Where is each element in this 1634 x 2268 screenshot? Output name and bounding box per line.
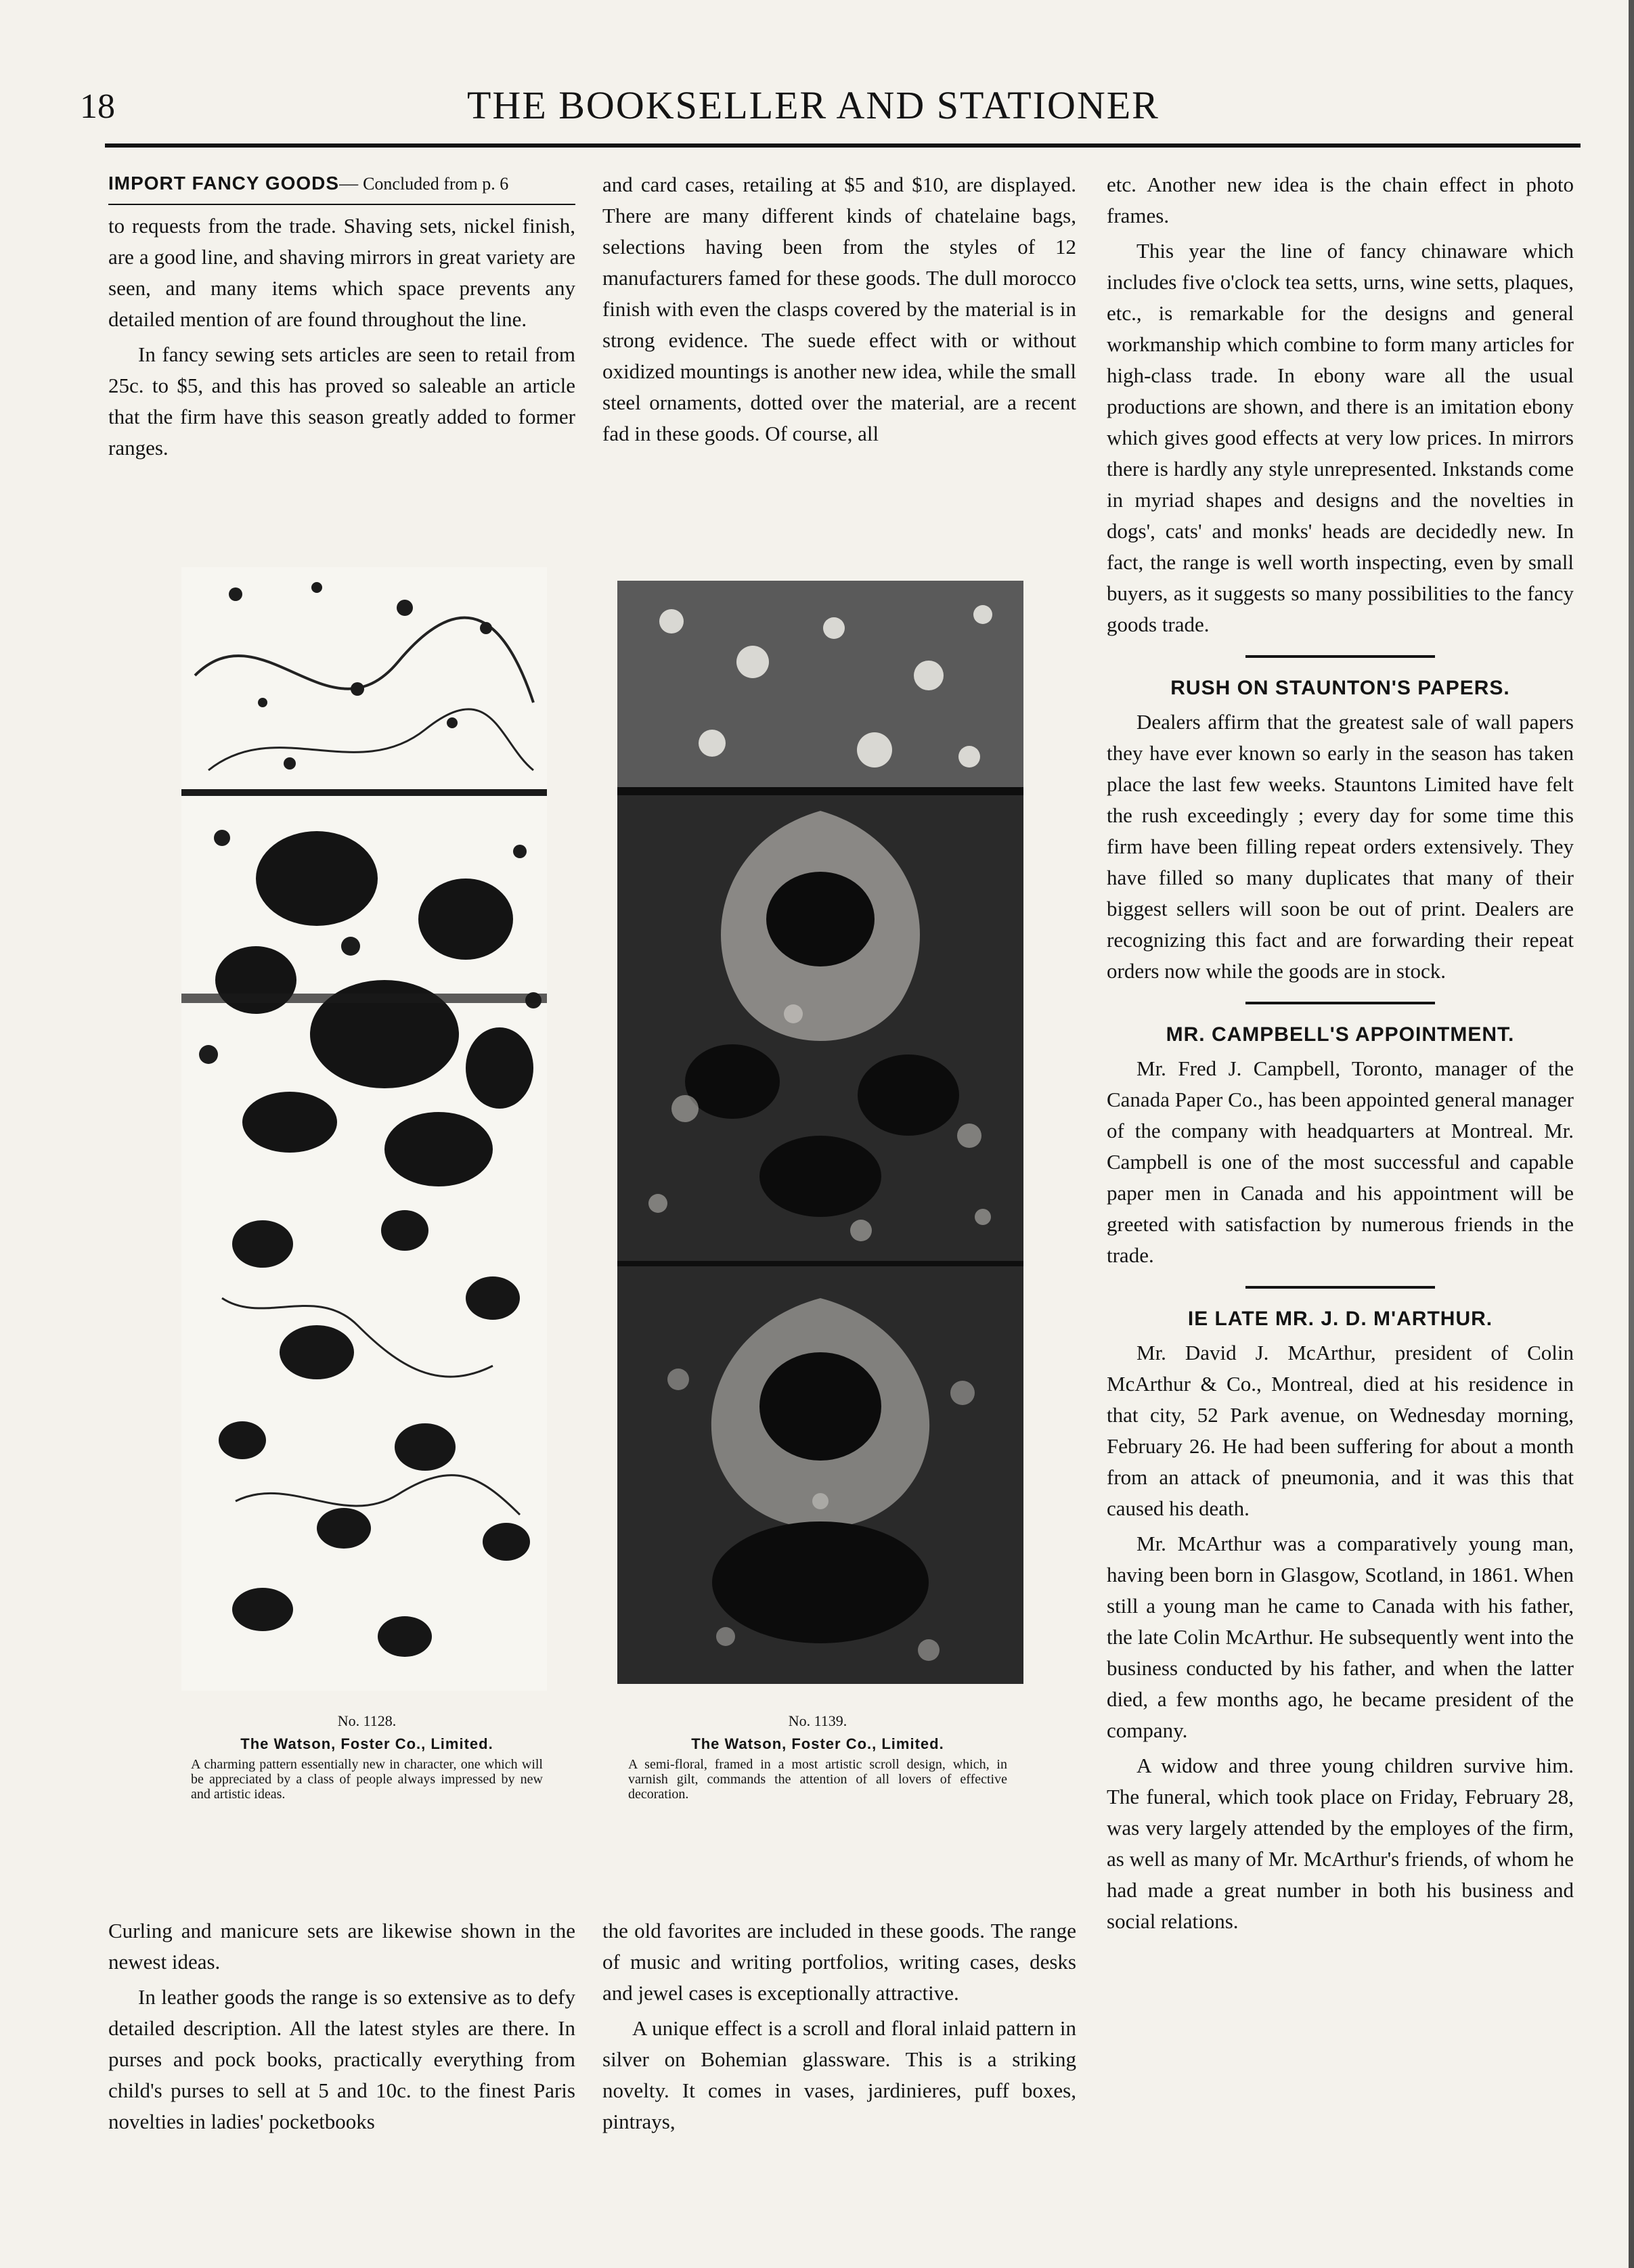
continued-label: IMPORT FANCY GOODS: [108, 173, 340, 194]
continued-note: Concluded from p. 6: [363, 174, 509, 194]
scan-edge-shadow: [1629, 0, 1634, 2268]
paragraph: This year the line of fancy chinaware which includes five o'clock tea setts, urns, wine setts, plaques, etc., is remarkable for the designs and general workmanship which combine to form many articles for high-class trade. In ebony ware all the usual productions are shown, and there is an imitation ebony which gives good effects at very low prices. In mirrors there is hardly any style unrepresented. Inkstands come in myriad shapes and designs and the novelties in dogs', cats' and monks' heads are decidedly new. In fact, the range is well worth inspecting, even by small buyers, as it suggests so many possibilities to the fancy goods trade.: [1107, 239, 1574, 636]
paragraph: A unique effect is a scroll and floral inlaid pattern in silver on Bohemian glassware. This is a striking novelty. It comes in vases, jardinieres, puff boxes, pintrays,: [602, 2016, 1076, 2133]
section-heading-staunton: RUSH ON STAUNTON'S PAPERS.: [1170, 677, 1510, 699]
page-number: 18: [80, 87, 115, 126]
figure-firm: The Watson, Foster Co., Limited.: [240, 1735, 493, 1752]
paragraph: Mr. McArthur was a comparatively young man, having been born in Glasgow, Scotland, in 1861. When still a young man he came to Canada with his father, the late Colin McArthur. He subsequently went into the business conducted by his father, and when the latter died, a few months ago, he became president of the company.: [1107, 1532, 1574, 1742]
paragraph: to requests from the trade. Shaving sets, nickel finish, are a good line, and shaving mirrors in great variety are seen, and many items which space prevents any detailed mention of are found throughout the line.: [108, 214, 575, 331]
section-rule: [1245, 1002, 1435, 1004]
figure-caption-2: [628, 1712, 1007, 1802]
paragraph: etc. Another new idea is the chain effect in photo frames.: [1107, 173, 1574, 227]
paragraph: In fancy sewing sets articles are seen to retail from 25c. to $5, and this has proved so saleable an article that the firm have this season greatly added to former ranges.: [108, 342, 575, 460]
paragraph: Curling and manicure sets are likewise shown in the newest ideas.: [108, 1919, 575, 1974]
section-rule: [1245, 1286, 1435, 1289]
paragraph: Mr. Fred J. Campbell, Toronto, manager of the Canada Paper Co., has been appointed general manager of the company with headquarters at Montreal. Mr. Campbell is one of the most successful and capable paper men in Canada and his appointment will be greeted with satisfaction by numerous friends in the trade.: [1107, 1057, 1574, 1267]
figure-description: A semi-floral, framed in a most artistic scroll design, which, in varnish gilt, commands the attention of all lovers of effective decoration.: [628, 1757, 1007, 1802]
column-1-bottom: [108, 1915, 575, 2141]
paragraph: the old favorites are included in these goods. The range of music and writing portfolios, writing cases, desks and jewel cases is exceptionally attractive.: [602, 1919, 1076, 2005]
section-rule: [1245, 655, 1435, 658]
column-3: [1107, 169, 1574, 1941]
figure-number: No. 1128.: [337, 1712, 397, 1729]
column-2-bottom: [602, 1915, 1076, 2141]
running-head-title: THE BOOKSELLER AND STATIONER: [467, 83, 1160, 127]
figure-description: A charming pattern essentially new in character, one which will be appreciated by a class of people always impressed by new and artistic ideas.: [191, 1757, 543, 1802]
paragraph: A widow and three young children survive him. The funeral, which took place on Friday, February 28, was very largely attended by the employes of the firm, as well as many of Mr. McArthur's friends, of whom he had made a great number in both his business and social relations.: [1107, 1754, 1574, 1933]
column-1-top: [108, 168, 575, 468]
figure-firm: The Watson, Foster Co., Limited.: [691, 1735, 944, 1752]
column-2-top: [602, 169, 1076, 453]
paragraph: In leather goods the range is so extensive as to defy detailed description. All the latest styles are there. In purses and pock books, practically everything from child's purses to sell at 5 and 10c. to the finest Paris novelties in ladies' pocketbooks: [108, 1985, 575, 2133]
dark-floral-wallpaper-illustration: [617, 581, 1023, 1684]
wallpaper-sample-image-1: [181, 567, 547, 1691]
wallpaper-sample-image-2: [617, 581, 1023, 1684]
continued-heading: IMPORT FANCY GOODS— Concluded from p. 6: [108, 168, 575, 205]
figure-caption-1: [191, 1712, 543, 1802]
figure-number: No. 1139.: [788, 1712, 847, 1729]
paragraph: Mr. David J. McArthur, president of Colin McArthur & Co., Montreal, died at his residence in that city, 52 Park avenue, on Wednesday morning, February 26. He had been suffering for about a month from an attack of pneumonia, and it was this that caused his death.: [1107, 1341, 1574, 1520]
paragraph: and card cases, retailing at $5 and $10, are displayed. There are many different kinds of chatelaine bags, selections having been from the styles of 12 manufacturers famed for these goods. The dull morocco finish with even the clasps covered by the material is in strong evidence. The suede effect with or without oxidized mountings is another new idea, while the small steel ornaments, dotted over the material, are a recent fad in these goods. Of course, all: [602, 173, 1076, 445]
section-heading-campbell: MR. CAMPBELL'S APPOINTMENT.: [1166, 1023, 1515, 1046]
paragraph: Dealers affirm that the greatest sale of wall papers they have ever known so early in the season has taken place the last few weeks. Stauntons Limited have felt the rush exceedingly ; every day for some time this firm have been filling repeat orders extensively. They have filled so many duplicates that many of their biggest sellers will soon be out of print. Dealers are recognizing this fact and are forwarding their repeat orders now while the goods are in stock.: [1107, 710, 1574, 983]
section-heading-mcarthur: IE LATE MR. J. D. M'ARTHUR.: [1187, 1308, 1493, 1330]
header-rule: [105, 143, 1581, 148]
floral-wallpaper-illustration: [181, 567, 547, 1691]
